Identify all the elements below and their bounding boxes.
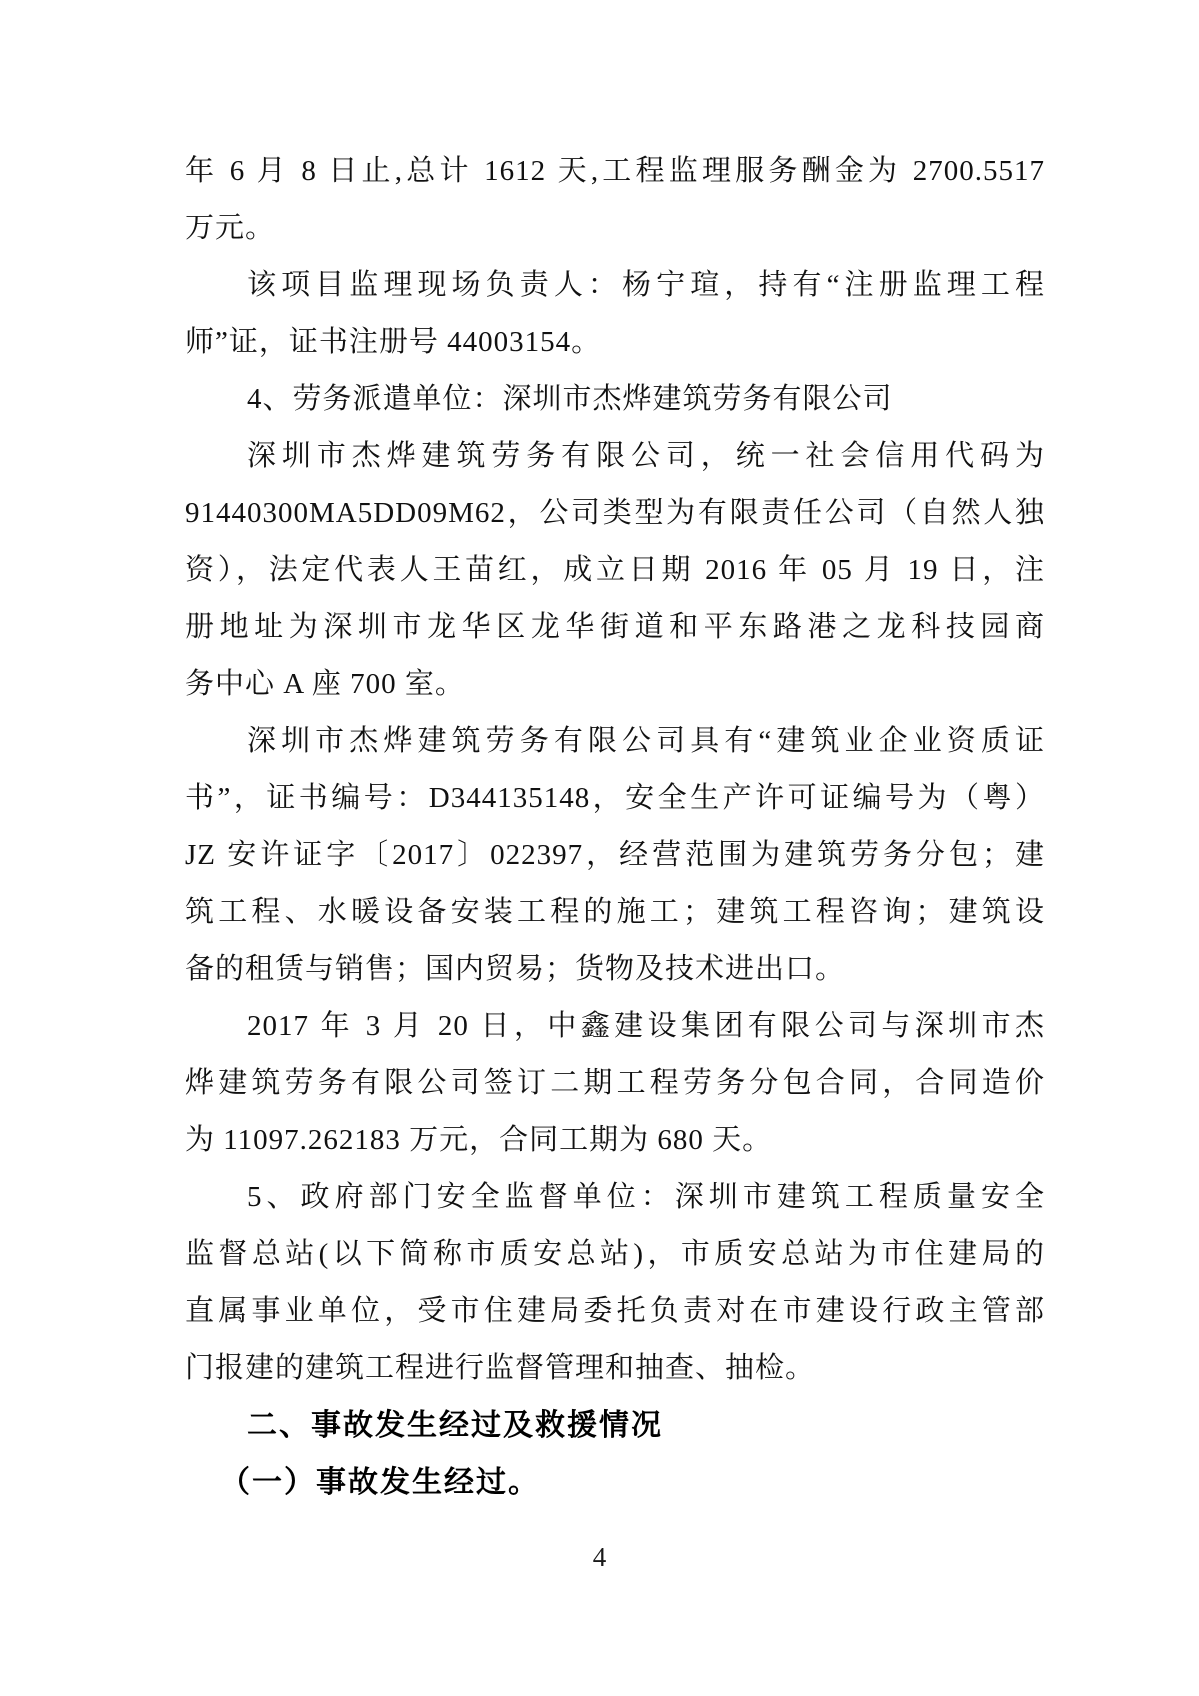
text-line: 年 6 月 8 日止,总计 1612 天,工程监理服务酬金为 2700.5517 — [185, 155, 1045, 187]
document-body — [185, 143, 1045, 1511]
text-line: 为 11097.262183 万元，合同工期为 680 天。 — [185, 1124, 773, 1156]
text-line: 万元。 — [185, 212, 276, 244]
text-line: 直属事业单位，受市住建局委托负责对在市建设行政主管部 — [185, 1295, 1045, 1327]
text-line: 4、劳务派遣单位：深圳市杰烨建筑劳务有限公司 — [247, 383, 893, 415]
text-line: 筑工程、水暖设备安装工程的施工；建筑工程咨询；建筑设 — [185, 896, 1045, 928]
text-line: 该项目监理现场负责人：杨宁瑄，持有“注册监理工程 — [247, 269, 1045, 301]
text-line: （一）事故发生经过。 — [220, 1465, 540, 1500]
text-line: 91440300MA5DD09M62，公司类型为有限责任公司（自然人独 — [185, 497, 1045, 529]
text-line: 深圳市杰烨建筑劳务有限公司，统一社会信用代码为 — [247, 440, 1045, 472]
text-line: 深圳市杰烨建筑劳务有限公司具有“建筑业企业资质证 — [247, 725, 1045, 757]
page-number: 4 — [592, 1542, 607, 1572]
text-line: 5、政府部门安全监督单位：深圳市建筑工程质量安全 — [247, 1181, 1045, 1213]
text-line: 书”，证书编号：D344135148，安全生产许可证编号为（粤） — [185, 782, 1045, 814]
text-line: 务中心 A 座 700 室。 — [185, 668, 465, 700]
text-line: 册地址为深圳市龙华区龙华街道和平东路港之龙科技园商 — [185, 611, 1045, 643]
text-line: JZ 安许证字〔2017〕022397，经营范围为建筑劳务分包；建 — [185, 839, 1045, 871]
text-line: 烨建筑劳务有限公司签订二期工程劳务分包合同，合同造价 — [185, 1067, 1045, 1099]
text-line: 资），法定代表人王苗红，成立日期 2016 年 05 月 19 日，注 — [185, 554, 1045, 586]
text-line: 门报建的建筑工程进行监督管理和抽查、抽检。 — [185, 1352, 816, 1384]
text-line: 师”证，证书注册号 44003154。 — [185, 326, 602, 358]
text-line: 监督总站(以下简称市质安总站)，市质安总站为市住建局的 — [185, 1238, 1045, 1270]
text-line: 备的租赁与销售；国内贸易；货物及技术进出口。 — [185, 953, 846, 985]
text-line: 二、事故发生经过及救援情况 — [247, 1408, 663, 1443]
text-line: 2017 年 3 月 20 日，中鑫建设集团有限公司与深圳市杰 — [247, 1010, 1045, 1042]
